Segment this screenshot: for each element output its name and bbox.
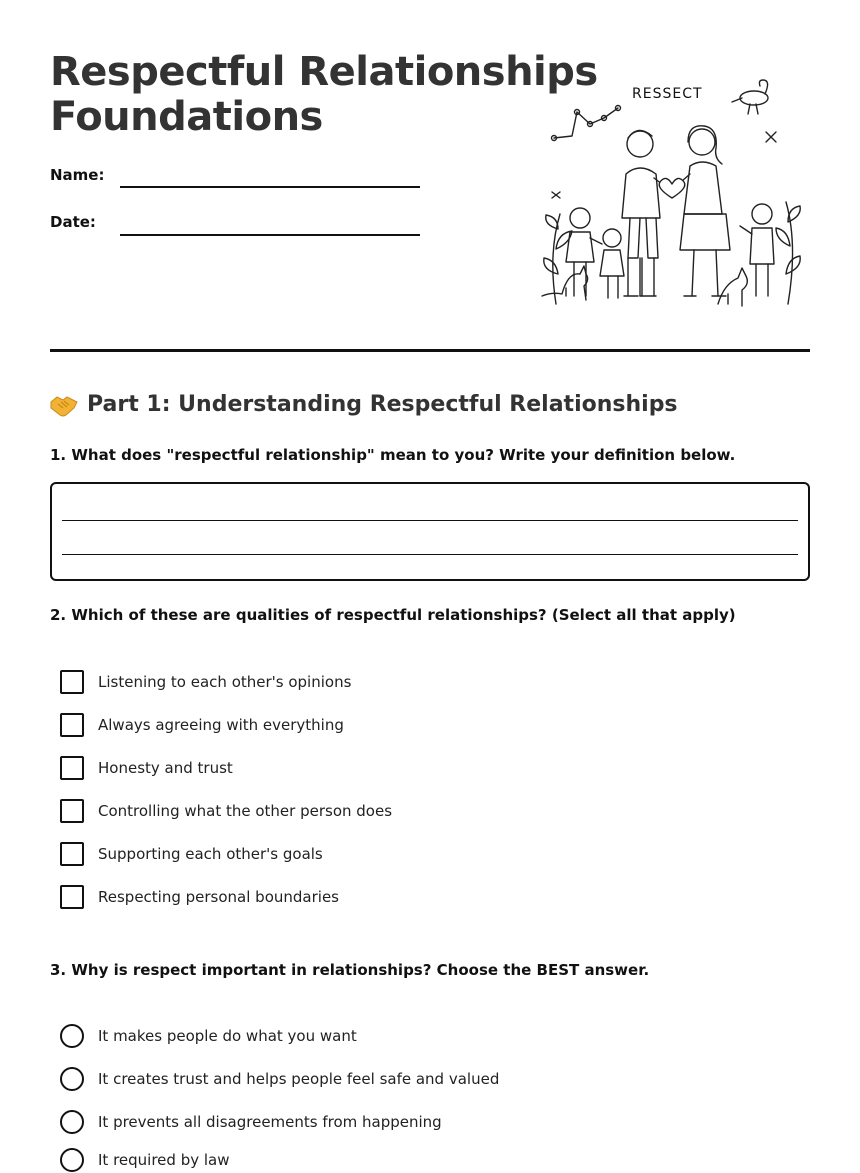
checkbox[interactable] [60,713,84,737]
checkbox[interactable] [60,842,84,866]
q3-option[interactable]: It creates trust and helps people feel safe and valued [60,1066,499,1092]
bird-doodle [732,80,768,114]
q3-option[interactable]: It required by law [60,1147,229,1173]
radio-button[interactable] [60,1148,84,1172]
checkbox[interactable] [60,885,84,909]
answer-line [62,520,798,521]
q2-option[interactable]: Respecting personal boundaries [60,884,339,910]
radio-button[interactable] [60,1067,84,1091]
checkbox[interactable] [60,756,84,780]
radio-button[interactable] [60,1024,84,1048]
family-illustration [532,74,810,314]
q3-option[interactable]: It makes people do what you want [60,1023,357,1049]
woman-figure [674,126,730,296]
part1-heading: Part 1: Understanding Respectful Relationships [50,390,678,418]
q3-option[interactable]: It prevents all disagreements from happening [60,1109,442,1135]
question-3: 3. Why is respect important in relationships? Choose the BEST answer. [50,961,650,979]
header-divider [50,349,810,352]
q2-option[interactable]: Honesty and trust [60,755,233,781]
checkbox[interactable] [60,799,84,823]
heart-doodle [659,178,685,198]
q2-option[interactable]: Supporting each other's goals [60,841,323,867]
child-figure-right [740,204,774,296]
name-label: Name: [50,166,105,184]
boy-figure [622,130,670,296]
handshake-icon [50,390,78,418]
q2-option[interactable]: Controlling what the other person does [60,798,392,824]
name-field[interactable] [120,186,420,188]
leaf-doodle-left [544,214,572,304]
date-field[interactable] [120,234,420,236]
answer-line [62,554,798,555]
worksheet-title: Respectful Relationships Foundations [50,49,598,140]
toddler-figure [600,229,624,298]
checkbox[interactable] [60,670,84,694]
date-label: Date: [50,213,96,231]
q2-option[interactable]: Always agreeing with everything [60,712,344,738]
leaf-doodle-right [776,202,800,304]
illustration-caption: RESSECT [632,86,703,102]
small-child-figure [566,208,602,296]
q2-option[interactable]: Listening to each other's opinions [60,669,351,695]
radio-button[interactable] [60,1110,84,1134]
question-1: 1. What does "respectful relationship" mean to you? Write your definition below. [50,446,736,464]
question-2: 2. Which of these are qualities of respectful relationships? (Select all that apply) [50,606,736,624]
definition-answer-box[interactable] [50,482,810,581]
